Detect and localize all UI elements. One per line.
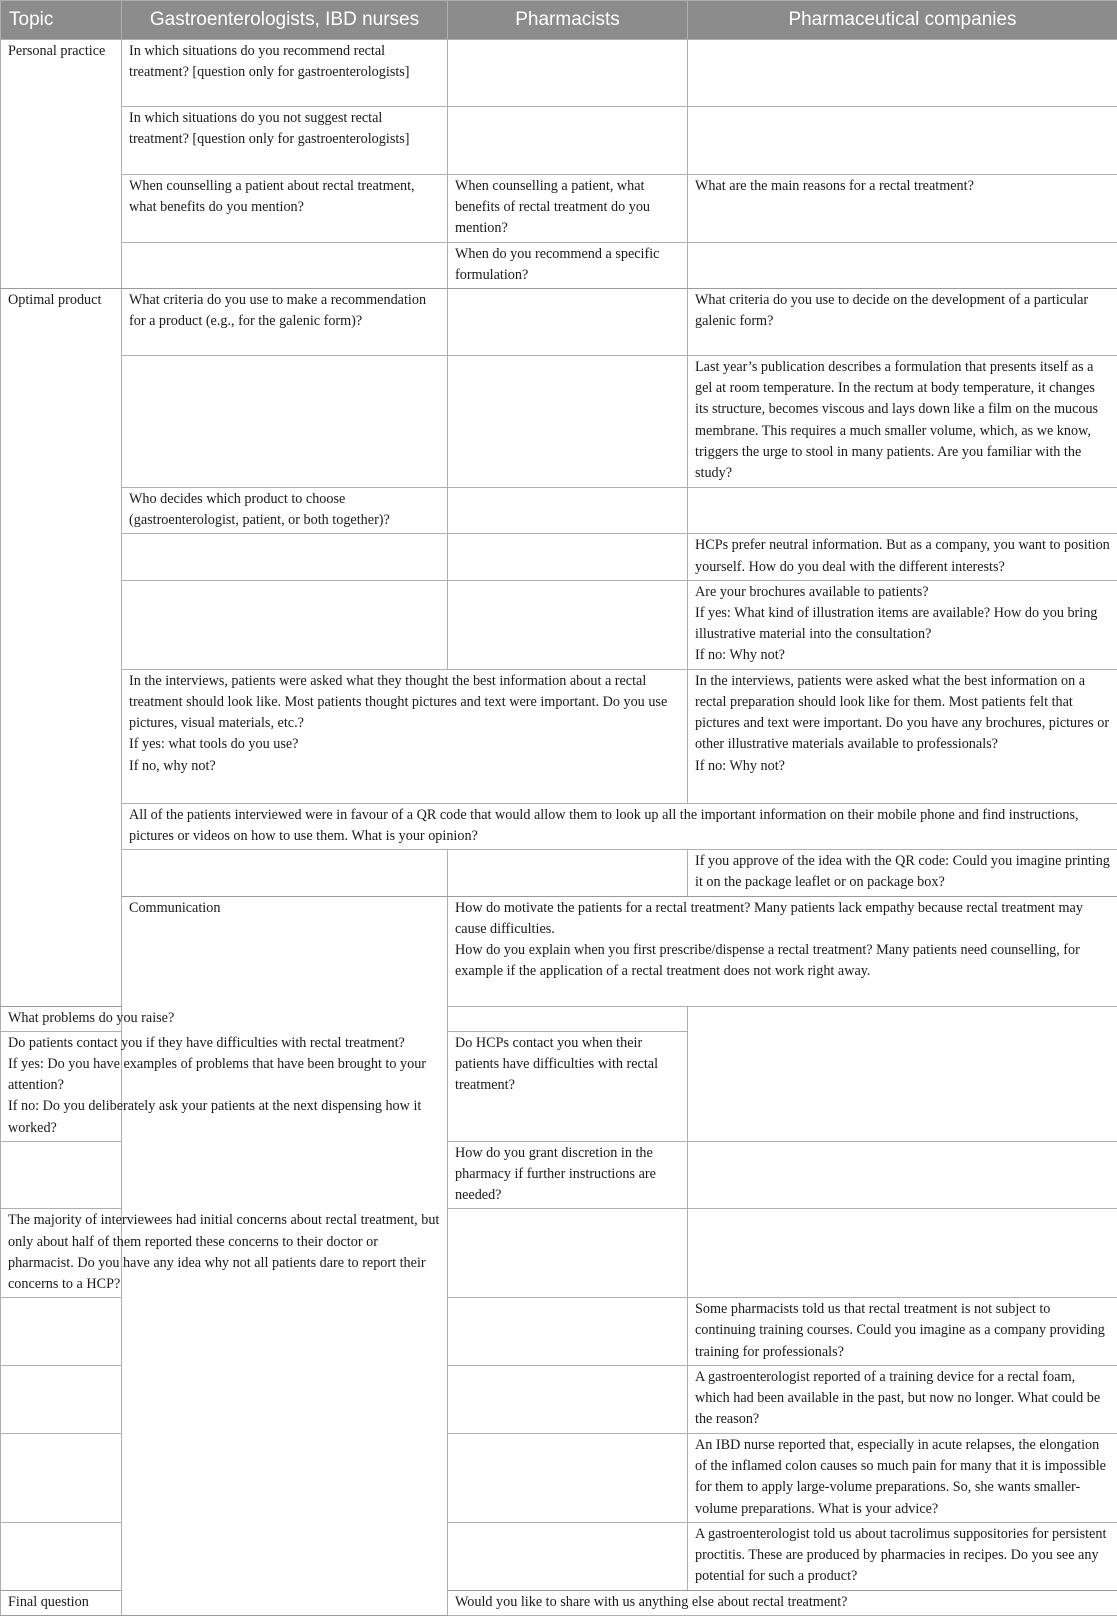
topic-communication: Communication xyxy=(122,896,448,1615)
table-cell xyxy=(688,580,1117,669)
empty-cell xyxy=(448,1209,688,1298)
empty-cell xyxy=(448,488,688,534)
empty-cell xyxy=(122,534,448,580)
empty-cell xyxy=(122,242,448,288)
table-cell: All of the patients interviewed were in favour of a QR code that would allow them to look up all the important information on their mobile phone and find instructions, pictures or videos on how to use them. What is your opinion? xyxy=(122,803,1117,849)
table-row xyxy=(1,242,1117,288)
table-row xyxy=(1,850,1117,896)
table-cell: HCPs prefer neutral information. But as a company, you want to position yourself. How do you deal with the different interests? xyxy=(688,534,1117,580)
table-cell xyxy=(688,669,1117,803)
table-cell xyxy=(122,669,688,803)
empty-cell xyxy=(448,40,688,107)
table-row xyxy=(1,107,1117,175)
text-line: Do patients contact you if they have difficulties with rectal treatment? xyxy=(8,1033,441,1054)
table-cell: Some pharmacists told us that rectal treatment is not subject to continuing training courses. Could you imagine as a company providing training for professionals? xyxy=(688,1298,1117,1366)
table-row xyxy=(1,669,1117,803)
table-cell: Would you like to share with us anything else about rectal treatment? xyxy=(448,1590,1117,1615)
empty-cell xyxy=(448,1006,688,1031)
empty-cell xyxy=(1,1141,122,1209)
empty-cell xyxy=(448,356,688,488)
table-cell: When counselling a patient about rectal treatment, what benefits do you mention? xyxy=(122,175,448,243)
empty-cell xyxy=(448,1365,688,1433)
table-cell: The majority of interviewees had initial concerns about rectal treatment, but only about half of them reported these concerns to their doctor or pharmacist. Do you have any idea why not all patients dare to report their concerns to a HCP? xyxy=(1,1209,448,1298)
empty-cell xyxy=(688,488,1117,534)
text-line: If no: Do you deliberately ask your patients at the next dispensing how it worked? xyxy=(8,1096,441,1138)
text-line: If yes: Do you have examples of problems that have been brought to your attention? xyxy=(8,1054,441,1096)
table-cell: In which situations do you recommend rectal treatment? [question only for gastroenterologists] xyxy=(122,40,448,107)
topic-optimal-product: Optimal product xyxy=(1,289,122,1007)
empty-cell xyxy=(448,850,688,896)
text-line: If yes: What kind of illustration items are available? How do you bring illustrative material into the consultation? xyxy=(695,603,1111,645)
table-cell: What criteria do you use to decide on the development of a particular galenic form? xyxy=(688,289,1117,356)
empty-cell xyxy=(448,107,688,175)
table-row xyxy=(1,1209,1117,1298)
table-row xyxy=(1,40,1117,107)
empty-cell xyxy=(448,1433,688,1522)
text-line: In the interviews, patients were asked what the best information on a rectal preparation should look like for them. Most patients felt that pictures and text were important. Do you have any brochures, pictures or other illustrative materials available to professionals? xyxy=(695,671,1111,756)
table-row xyxy=(1,356,1117,488)
empty-cell xyxy=(122,850,448,896)
table-cell: Last year’s publication describes a formulation that presents itself as a gel at room temperature. In the rectum at body temperature, it changes its structure, becomes viscous and lays down like a film on the mucous membrane. This requires a much smaller volume, which, as we know, triggers the urge to stool in many patients. Are you familiar with the study? xyxy=(688,356,1117,488)
text-line: How do you explain when you first prescribe/dispense a rectal treatment? Many patients need counselling, for example if the application of a rectal treatment does not work right away. xyxy=(455,940,1111,982)
empty-cell xyxy=(688,107,1117,175)
table-cell: In which situations do you not suggest rectal treatment? [question only for gastroenterologists] xyxy=(122,107,448,175)
empty-cell xyxy=(448,534,688,580)
text-line: In the interviews, patients were asked what they thought the best information about a rectal treatment should look like. Most patients thought pictures and text were important. Do you use pictures, visual materials, etc.? xyxy=(129,671,681,735)
table-cell: If you approve of the idea with the QR code: Could you imagine printing it on the package leaflet or on package box? xyxy=(688,850,1117,896)
header-topic: Topic xyxy=(1,1,122,40)
empty-cell xyxy=(1,1365,122,1433)
header-companies: Pharmaceutical companies xyxy=(688,1,1117,40)
empty-cell xyxy=(688,40,1117,107)
table-cell: What are the main reasons for a rectal treatment? xyxy=(688,175,1117,243)
table-cell: Who decides which product to choose (gastroenterologist, patient, or both together)? xyxy=(122,488,448,534)
text-line: If no, why not? xyxy=(129,756,681,777)
header-pharmacists: Pharmacists xyxy=(448,1,688,40)
empty-cell xyxy=(122,580,448,669)
empty-cell xyxy=(448,289,688,356)
topic-final-question: Final question xyxy=(1,1590,122,1615)
table-cell xyxy=(448,896,1117,1006)
table-row xyxy=(1,534,1117,580)
table-row xyxy=(1,580,1117,669)
table-cell: What criteria do you use to make a recommendation for a product (e.g., for the galenic form)? xyxy=(122,289,448,356)
table-cell xyxy=(1,1031,448,1141)
empty-cell xyxy=(448,580,688,669)
table-cell: A gastroenterologist reported of a training device for a rectal foam, which had been available in the past, but now no longer. What could be the reason? xyxy=(688,1365,1117,1433)
text-line: If yes: what tools do you use? xyxy=(129,734,681,755)
table-cell: When do you recommend a specific formulation? xyxy=(448,242,688,288)
table-cell: An IBD nurse reported that, especially in acute relapses, the elongation of the inflamed colon causes so much pain for many that it is impossible for them to apply large-volume preparations. So, she wants smaller-volume preparations. What is your advice? xyxy=(688,1433,1117,1522)
text-line: If no: Why not? xyxy=(695,645,1111,666)
text-line: How do motivate the patients for a rectal treatment? Many patients lack empathy because rectal treatment may cause difficulties. xyxy=(455,898,1111,940)
table-row xyxy=(1,175,1117,243)
table-row xyxy=(1,488,1117,534)
empty-cell xyxy=(1,1433,122,1522)
empty-cell xyxy=(688,242,1117,288)
table-row xyxy=(1,896,1117,1006)
header-row xyxy=(1,1,1117,40)
table-row xyxy=(1,1006,1117,1031)
topic-personal-practice: Personal practice xyxy=(1,40,122,289)
empty-cell xyxy=(448,1298,688,1366)
table-row xyxy=(1,1031,1117,1141)
table-row xyxy=(1,289,1117,356)
empty-cell xyxy=(448,1522,688,1590)
table-cell: Do HCPs contact you when their patients have difficulties with rectal treatment? xyxy=(448,1031,688,1141)
header-gastroenterologists: Gastroenterologists, IBD nurses xyxy=(122,1,448,40)
empty-cell xyxy=(688,1141,1117,1209)
text-line: Are your brochures available to patients? xyxy=(695,582,1111,603)
empty-cell xyxy=(1,1298,122,1366)
empty-cell xyxy=(1,1522,122,1590)
text-line: If no: Why not? xyxy=(695,756,1111,777)
table-cell: When counselling a patient, what benefits of rectal treatment do you mention? xyxy=(448,175,688,243)
table-row xyxy=(1,803,1117,849)
table-cell: How do you grant discretion in the pharmacy if further instructions are needed? xyxy=(448,1141,688,1209)
empty-cell xyxy=(122,356,448,488)
table-cell: What problems do you raise? xyxy=(1,1006,448,1031)
table-cell: A gastroenterologist told us about tacrolimus suppositories for persistent proctitis. These are produced by pharmacies in recipes. Do you see any potential for such a product? xyxy=(688,1522,1117,1590)
